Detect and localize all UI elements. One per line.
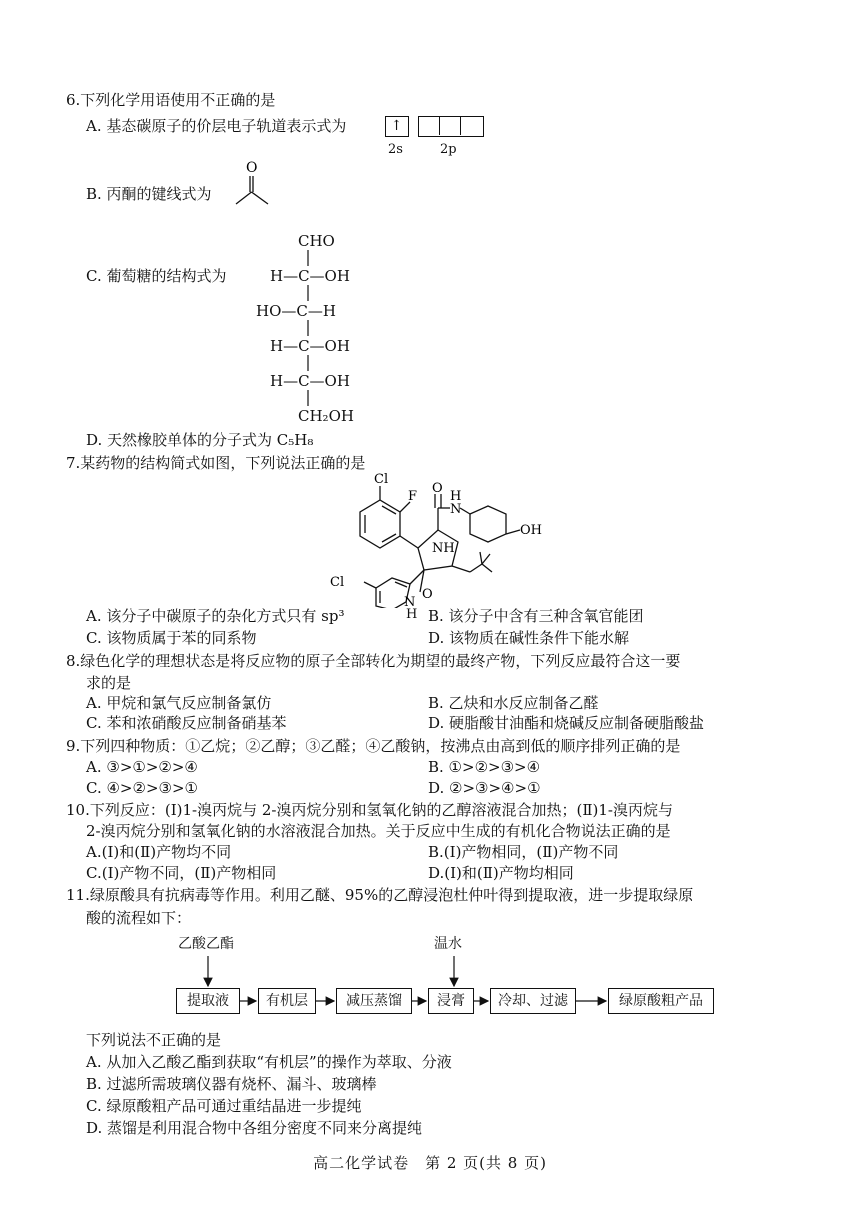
q9-option-b: B. ①>②>③>④ <box>428 758 541 776</box>
q9-option-c: C. ④>②>③>① <box>86 779 198 797</box>
glucose-backbone-bonds <box>298 248 318 408</box>
q11-option-b: B. 过滤所需玻璃仪器有烧杯、漏斗、玻璃棒 <box>86 1075 377 1093</box>
drug-label-n-ring: N <box>404 595 416 608</box>
q8-stem-line2: 求的是 <box>86 674 132 692</box>
q7-option-a: A. 该分子中碳原子的杂化方式只有 sp³ <box>86 607 345 625</box>
drug-label-o-ring: O <box>422 587 433 602</box>
glucose-row-6: CH₂OH <box>298 407 354 425</box>
q7-option-b: B. 该分子中含有三种含氧官能团 <box>428 607 644 625</box>
q10-option-b: B.(Ⅰ)产物相同，(Ⅱ)产物不同 <box>428 843 619 861</box>
q11-option-c: C. 绿原酸粗产品可通过重结晶进一步提纯 <box>86 1097 362 1115</box>
flow-step-vacuum-distill: 减压蒸馏 <box>336 988 412 1014</box>
drug-label-cl-top: Cl <box>374 472 389 487</box>
q9-stem: 9.下列四种物质：①乙烷；②乙醇；③乙醛；④乙酸钠，按沸点由高到低的顺序排列正确的是 <box>66 737 681 755</box>
up-arrow-icon: ↑ <box>390 118 403 134</box>
flow-step-crude-product: 绿原酸粗产品 <box>608 988 714 1014</box>
q11-option-a: A. 从加入乙酸乙酯到获取“有机层”的操作为萃取、分液 <box>86 1053 452 1071</box>
q6-stem: 6.下列化学用语使用不正确的是 <box>66 91 276 109</box>
q6-option-c: C. 葡萄糖的结构式为 <box>86 267 227 285</box>
drug-molecule-structure <box>320 468 560 608</box>
q10-option-a: A.(Ⅰ)和(Ⅱ)产物均不同 <box>86 843 232 861</box>
q11-stem-line2: 酸的流程如下： <box>86 909 192 927</box>
q9-option-d: D. ②>③>④>① <box>428 779 541 797</box>
drug-label-oh: OH <box>520 523 542 538</box>
q6-option-b: B. 丙酮的键线式为 <box>86 185 212 203</box>
flowchart-arrows <box>170 950 730 1020</box>
glucose-row-1: CHO <box>298 232 335 250</box>
drug-label-f: F <box>408 489 418 504</box>
acetone-skeletal-formula <box>228 158 278 210</box>
q7-option-d: D. 该物质在碱性条件下能水解 <box>428 629 630 647</box>
flow-step-extract: 提取液 <box>176 988 240 1014</box>
q8-option-d: D. 硬脂酸甘油酯和烧碱反应制备硬脂酸盐 <box>428 714 705 732</box>
orbital-box-2p <box>418 116 484 137</box>
drug-label-nh: NH <box>432 541 455 556</box>
q10-option-d: D.(Ⅰ)和(Ⅱ)产物均相同 <box>428 864 574 882</box>
q8-stem-line1: 8.绿色化学的理想状态是将反应物的原子全部转化为期望的最终产物，下列反应最符合这一要 <box>66 652 681 670</box>
page-footer: 高二化学试卷 第 2 页(共 8 页) <box>313 1154 547 1172</box>
q6-option-a: A. 基态碳原子的价层电子轨道表示式为 <box>86 117 347 135</box>
drug-label-h-ring: H <box>406 607 418 622</box>
q10-option-c: C.(Ⅰ)产物不同，(Ⅱ)产物相同 <box>86 864 277 882</box>
q9-option-a: A. ③>①>②>④ <box>86 758 198 776</box>
glucose-row-5: H—C—OH <box>270 372 350 390</box>
flow-step-extractum: 浸膏 <box>428 988 474 1014</box>
flow-step-cool-filter: 冷却、过滤 <box>490 988 576 1014</box>
glucose-row-4: H—C—OH <box>270 337 350 355</box>
glucose-row-3: HO—C—H <box>256 302 336 320</box>
orbital-label-2s: 2s <box>388 142 403 157</box>
flow-reagent-ethyl-acetate: 乙酸乙酯 <box>178 936 234 952</box>
q8-option-c: C. 苯和浓硝酸反应制备硝基苯 <box>86 714 287 732</box>
glucose-row-2: H—C—OH <box>270 267 350 285</box>
flow-reagent-warm-water: 温水 <box>434 936 462 952</box>
drug-label-o-amide: O <box>432 481 443 496</box>
q8-option-a: A. 甲烷和氯气反应制备氯仿 <box>86 694 272 712</box>
drug-label-cl-bottom: Cl <box>330 575 345 590</box>
q8-option-b: B. 乙炔和水反应制备乙醛 <box>428 694 599 712</box>
q7-option-c: C. 该物质属于苯的同系物 <box>86 629 257 647</box>
q10-stem-line1: 10.下列反应：(Ⅰ)1-溴丙烷与 2-溴丙烷分别和氢氧化钠的乙醇溶液混合加热；(Ⅱ)1-溴丙烷与 <box>66 801 673 819</box>
q11-substem: 下列说法不正确的是 <box>86 1031 222 1049</box>
drug-label-n-amide: N <box>450 502 462 517</box>
q10-stem-line2: 2-溴丙烷分别和氢氧化钠的水溶液混合加热。关于反应中生成的有机化合物说法正确的是 <box>86 822 671 840</box>
acetone-oxygen-label: O <box>246 160 258 176</box>
flow-step-organic-layer: 有机层 <box>258 988 316 1014</box>
q6-option-d: D. 天然橡胶单体的分子式为 C₅H₈ <box>86 431 314 449</box>
q11-stem-line1: 11.绿原酸具有抗病毒等作用。利用乙醚、95%的乙醇浸泡杜仲叶得到提取液，进一步提取绿原 <box>66 886 694 904</box>
q11-option-d: D. 蒸馏是利用混合物中各组分密度不同来分离提纯 <box>86 1119 423 1137</box>
q7-stem: 7.某药物的结构简式如图，下列说法正确的是 <box>66 454 366 472</box>
drug-label-h-amide: H <box>450 489 462 504</box>
orbital-label-2p: 2p <box>440 142 457 157</box>
orbital-box-2s <box>385 116 409 137</box>
